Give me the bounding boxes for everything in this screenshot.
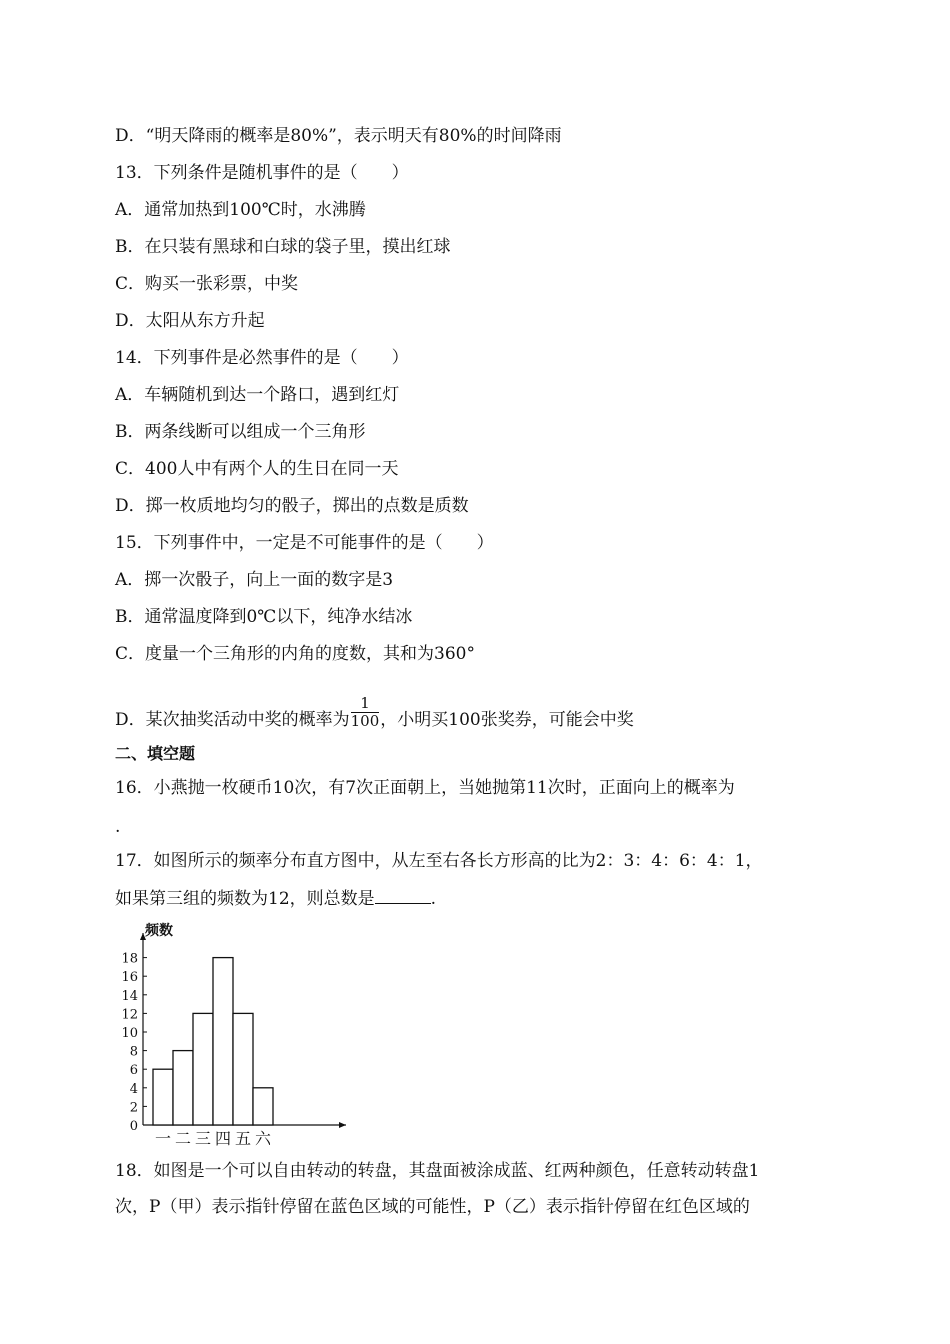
y-tick-label: 12 [121, 1007, 138, 1023]
answer-blank [375, 887, 431, 904]
q14-option-c: C．400人中有两个人的生日在同一天 [115, 459, 399, 479]
q18-line1: 18．如图是一个可以自由转动的转盘，其盘面被涂成蓝、红两种颜色，任意转动转盘1 [115, 1161, 760, 1181]
y-tick-label: 16 [121, 970, 138, 986]
q17-line2-pre: 如果第三组的频数为12，则总数是 [115, 889, 375, 909]
y-tick-label: 14 [121, 988, 138, 1004]
category-label: 三 [194, 1129, 212, 1148]
q15-stem: 15．下列事件中，一定是不可能事件的是（ ） [115, 533, 494, 553]
q14-option-d: D．掷一枚质地均匀的骰子，掷出的点数是质数 [115, 496, 469, 516]
y-tick-label: 0 [129, 1119, 138, 1134]
q13-option-c: C．购买一张彩票，中奖 [115, 274, 299, 294]
histogram-bar [233, 1013, 253, 1125]
q12-option-d: D．“明天降雨的概率是80%”，表示明天有80%的时间降雨 [115, 126, 562, 146]
q15-option-b: B．通常温度降到0℃以下，纯净水结冰 [115, 607, 413, 627]
y-tick-label: 10 [121, 1026, 138, 1041]
frequency-histogram [108, 913, 358, 1153]
q15-option-c: C．度量一个三角形的内角的度数，其和为360° [115, 644, 475, 664]
category-label: 二 [174, 1129, 192, 1148]
category-label: 五 [234, 1129, 252, 1148]
q18-line2: 次，P（甲）表示指针停留在蓝色区域的可能性，P（乙）表示指针停留在红色区域的 [115, 1197, 750, 1217]
y-tick-label: 4 [129, 1081, 138, 1097]
q17-line1: 17．如图所示的频率分布直方图中，从左至右各长方形高的比为2：3：4：6：4：1， [115, 851, 763, 871]
category-label: 六 [254, 1129, 272, 1148]
q14-option-b: B．两条线断可以组成一个三角形 [115, 422, 366, 442]
q17-line2 [115, 887, 436, 910]
section-fill-in-title: 二、填空题 [115, 744, 196, 763]
category-label: 四 [214, 1129, 232, 1148]
fraction [351, 695, 380, 730]
q15d-text-post: ，小明买100张奖券，可能会中奖 [380, 710, 634, 730]
q15d-text-pre: D．某次抽奖活动中奖的概率为 [115, 710, 350, 730]
q17-line2-post: . [430, 889, 437, 909]
q13-option-d: D．太阳从东方升起 [115, 311, 265, 331]
y-tick-label: 8 [129, 1044, 138, 1060]
histogram-bar [213, 958, 233, 1125]
histogram-bar [193, 1013, 213, 1125]
fraction-denominator: 100 [350, 712, 380, 730]
q13-option-a: A．通常加热到100℃时，水沸腾 [115, 200, 366, 220]
q13-option-b: B．在只装有黑球和白球的袋子里，摸出红球 [115, 237, 451, 257]
histogram-bar [153, 1069, 173, 1125]
y-tick-label: 2 [129, 1100, 138, 1116]
q15-option-a: A．掷一次骰子，向上一面的数字是3 [115, 570, 394, 590]
y-tick-label: 18 [121, 951, 138, 967]
q15-option-d [115, 694, 634, 738]
q16-stem: 16．小燕抛一枚硬币10次，有7次正面朝上，当她抛第11次时，正面向上的概率为 [115, 778, 735, 798]
q14-stem: 14．下列事件是必然事件的是（ ） [115, 348, 409, 368]
category-label: 一 [154, 1129, 172, 1148]
x-axis-arrow [339, 1122, 346, 1128]
y-axis-label: 频数 [145, 923, 173, 939]
q16-end: . [115, 817, 121, 837]
histogram-bar [253, 1088, 273, 1125]
fraction-numerator: 1 [351, 695, 380, 713]
q13-stem: 13．下列条件是随机事件的是（ ） [115, 163, 409, 183]
histogram-bar [173, 1051, 193, 1125]
y-tick-label: 6 [129, 1063, 138, 1079]
q14-option-a: A．车辆随机到达一个路口，遇到红灯 [115, 385, 400, 405]
